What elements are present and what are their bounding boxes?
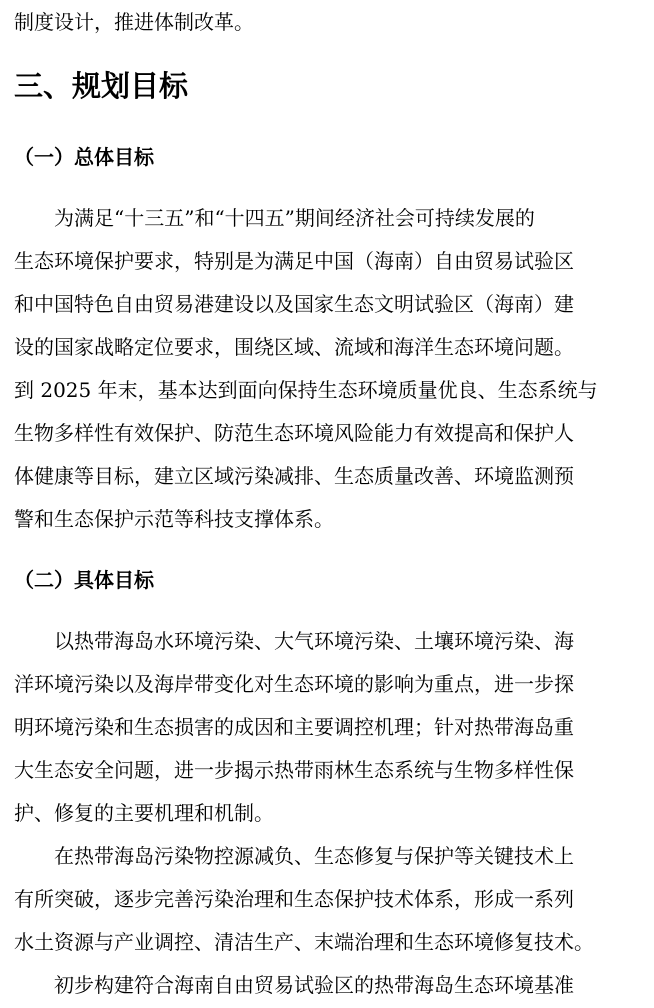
- section-heading: 三、规划目标: [14, 69, 189, 103]
- paragraph-line: 水土资源与产业调控、清洁生产、末端治理和生态环境修复技术。: [14, 930, 594, 954]
- paragraph-line: 和中国特色自由贸易港建设以及国家生态文明试验区（海南）建: [14, 292, 574, 316]
- paragraph-line: 设的国家战略定位要求，围绕区域、流域和海洋生态环境问题。: [14, 335, 574, 359]
- subsection-heading-overall: （一）总体目标: [14, 145, 154, 169]
- paragraph-line: 生态环境保护要求，特别是为满足中国（海南）自由贸易试验区: [14, 249, 574, 273]
- paragraph-line: 大生态安全问题，进一步揭示热带雨林生态系统与生物多样性保: [14, 758, 574, 782]
- paragraph-line: 体健康等目标，建立区域污染减排、生态质量改善、环境监测预: [14, 464, 574, 488]
- paragraph-line: 为满足“十三五”和“十四五”期间经济社会可持续发展的: [14, 206, 535, 230]
- paragraph-line: 警和生态保护示范等科技支撑体系。: [14, 507, 334, 531]
- paragraph-line: 护、修复的主要机理和机制。: [14, 801, 274, 825]
- paragraph-line: 到 2025 年末，基本达到面向保持生态环境质量优良、生态系统与: [14, 378, 598, 402]
- subsection-heading-specific: （二）具体目标: [14, 568, 154, 592]
- paragraph-line: 洋环境污染以及海岸带变化对生态环境的影响为重点，进一步探: [14, 672, 574, 696]
- paragraph-line: 有所突破，逐步完善污染治理和生态保护技术体系，形成一系列: [14, 887, 574, 911]
- paragraph-line: 以热带海岛水环境污染、大气环境污染、土壤环境污染、海: [14, 629, 574, 653]
- paragraph-line: 生物多样性有效保护、防范生态环境风险能力有效提高和保护人: [14, 421, 574, 445]
- paragraph-line: 初步构建符合海南自由贸易试验区的热带海岛生态环境基准: [14, 973, 574, 997]
- paragraph-line: 在热带海岛污染物控源减负、生态修复与保护等关键技术上: [14, 844, 574, 868]
- paragraph-line: 明环境污染和生态损害的成因和主要调控机理；针对热带海岛重: [14, 715, 574, 739]
- continued-text-line: 制度设计，推进体制改革。: [14, 10, 254, 34]
